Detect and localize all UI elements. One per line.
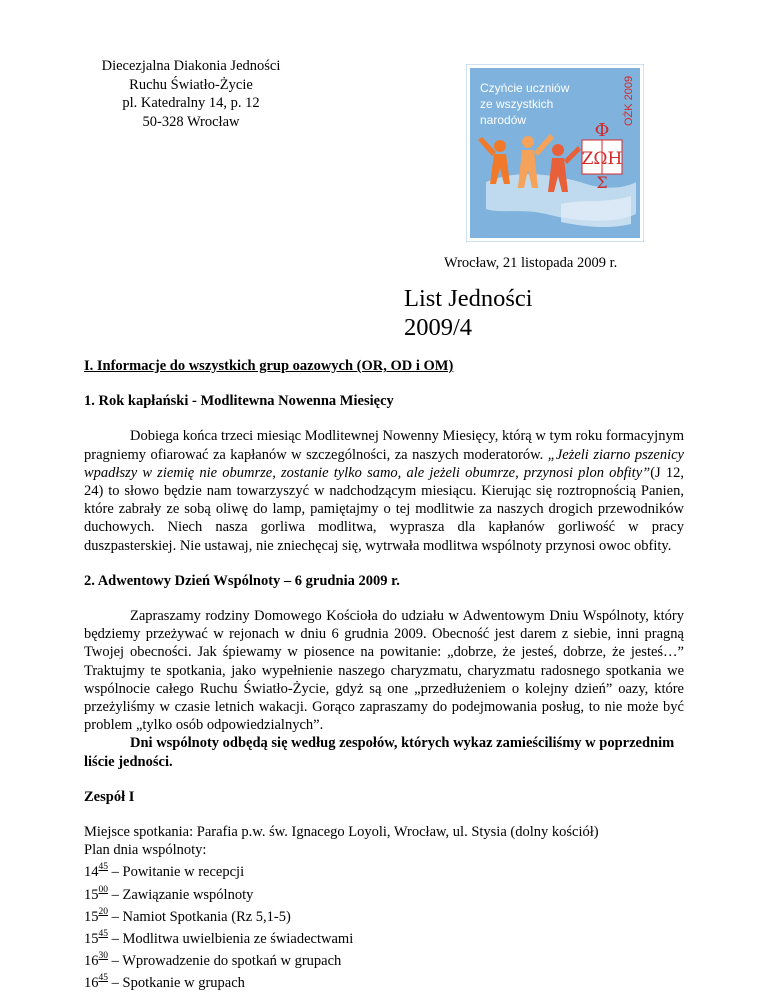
title-line-2: 2009/4 [404, 314, 473, 341]
schedule-item: $14^{45}$ – Powitanie w recepcji [84, 862, 245, 881]
item1-quote: „Jeżeli ziarno pszenicy wpadłszy w ziemię nie obumrze, zostanie tylko samo, ale jeżeli obumrze, przynosi plon obfity” [84, 446, 684, 481]
address-line: pl. Katedralny 14, p. 12 [122, 95, 260, 111]
document-title [404, 284, 533, 342]
section-heading: I. Informacje do wszystkich grup oazowych (OR, OD i OM) [84, 358, 454, 374]
schedule-item: $16^{30}$ – Wprowadzenie do spotkań w grupach [84, 950, 342, 969]
logo-side-text: OŻK 2009 [623, 75, 635, 126]
plan-label: Plan dnia wspólnoty: [84, 842, 207, 859]
team-place: Miejsce spotkania: Parafia p.w. św. Ignacego Loyoli, Wrocław, ul. Stysia (dolny kościół) [84, 824, 599, 841]
schedule-item: $15^{20}$ – Namiot Spotkania (Rz 5,1-5) [84, 906, 291, 925]
address-line: 50-328 Wrocław [142, 113, 240, 130]
item2-bold-paragraph: Dni wspólnoty odbędą się według zespołów, których wykaz zamieściliśmy w poprzednim liście jedności. [84, 735, 675, 770]
letter-date: Wrocław, 21 listopada 2009 r. [444, 255, 618, 271]
schedule-item: $15^{00}$ – Zawiązanie wspólnoty [84, 884, 254, 903]
event-logo [466, 64, 644, 242]
logo-text-line-3: narodów [480, 113, 527, 127]
emblem-phi: Φ [594, 120, 610, 141]
item1-text-b: (J 12, 24) to słowo będzie nam towarzyszyć w nadchodzącym miesiącu. Kierując się roztropnością Panien, które zabrały ze sobą oliwę do lamp, pamiętajmy o tej modlitwie za naszych drogich przewodników duchowych. Niech nasza gorliwa modlitwa, wyprasza dla kapłanów gorliwość w pracy duszpasterskiej. Nie ustawaj, nie zniechęcaj się, wytrwała modlitwa wspólnoty przynosi owoc obfity. [84, 464, 684, 554]
item1-paragraph [84, 427, 684, 554]
logo-text-line-1: Czyńcie uczniów [480, 81, 570, 95]
item2-paragraph: Zapraszamy rodziny Domowego Kościoła do udziału w Adwentowym Dniu Wspólnoty, który będziemy przeżywać w rejonach w dniu 6 grudnia 2009. Obecność jest darem z siebie, inni pragną Twojej obecności. Jak śpiewamy w piosence na powitanie: „dobrze, że jesteś, dobrze, że jesteś…” Traktujmy te spotkania, jako wypełnienie naszego charyzmatu, charyzmatu radosnego spotkania we wspólnocie całego Ruchu Światło-Życie, gdyż są one „przedłużeniem o kolejny dzień” oazy, które przeżyliśmy w czasie letnich wakacji. Gorąco zapraszamy do podejmowania posług, to nie może być problem „tylko osób odpowiedzialnych”. [84, 608, 684, 734]
emblem-zoe: ΖΩΗ [581, 149, 623, 169]
address-line: Diecezjalna Diakonia Jedności [101, 58, 281, 74]
item1-heading: 1. Rok kapłański - Modlitewna Nowenna Miesięcy [84, 393, 394, 410]
address-line: Ruchu Światło-Życie [129, 76, 253, 93]
emblem-sigma: Σ [596, 173, 608, 192]
schedule-list [84, 859, 684, 991]
schedule-item: $15^{45}$ – Modlitwa uwielbienia ze świadectwami [84, 928, 354, 947]
title-line-1: List Jedności [404, 285, 533, 312]
schedule-item: $16^{45}$ – Spotkanie w grupach [84, 972, 245, 991]
item1-text-a: Dobiega końca trzeci miesiąc Modlitewnej Nowenny Miesięcy, którą w tym roku formacyjnym pragniemy ofiarować za kapłanów w szczególności, za naszych moderatorów. [84, 428, 684, 463]
team-heading: Zespół I [84, 788, 135, 805]
logo-text-line-2: ze wszystkich [480, 97, 554, 111]
letter-body [84, 357, 684, 992]
sender-address [84, 57, 298, 131]
item2-heading: 2. Adwentowy Dzień Wspólnoty – 6 grudnia 2009 r. [84, 572, 400, 589]
